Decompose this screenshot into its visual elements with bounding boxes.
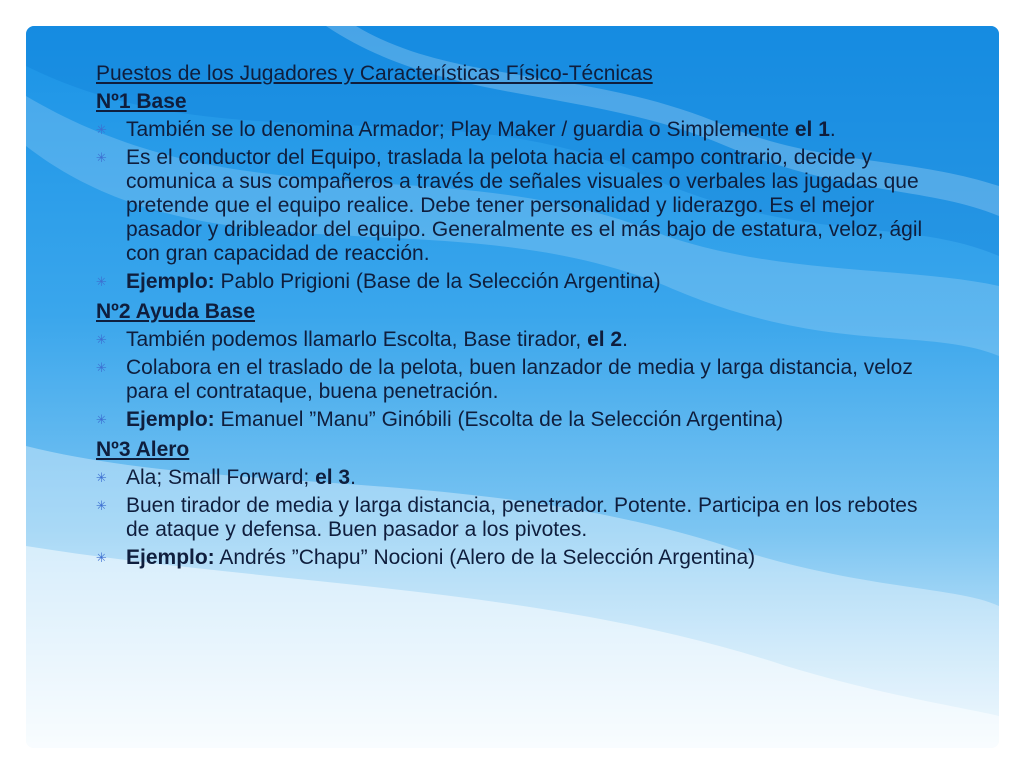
- list-item: [96, 356, 936, 404]
- bullet-list-ayuda-base: [96, 328, 936, 432]
- list-item-bold: el 1: [794, 118, 830, 141]
- list-item-text: Ala; Small Forward;: [126, 466, 316, 489]
- list-item-text: Emanuel ”Manu” Ginóbili (Escolta de la Selección Argentina): [214, 408, 784, 431]
- list-item: [96, 328, 936, 352]
- section-heading-alero: Nº3 Alero: [96, 438, 190, 461]
- example-label: Ejemplo:: [126, 408, 215, 431]
- asterisk-bullet-icon: ✳: [96, 361, 107, 376]
- asterisk-bullet-icon: ✳: [96, 151, 107, 166]
- slide-title: Puestos de los Jugadores y Características Físico-Técnicas: [96, 62, 653, 85]
- example-label: Ejemplo:: [126, 270, 215, 293]
- bullet-list-alero: [96, 466, 936, 570]
- list-item: [96, 546, 936, 570]
- section-heading-base: Nº1 Base: [96, 90, 187, 113]
- list-item-text: Es el conductor del Equipo, traslada la pelota hacia el campo contrario, decide y comunica a sus compañeros a través de señales visuales o verbales las jugadas que pretende que el equipo realice. Debe tener personalidad y liderazgo. Es el mejor pasador y dribleador del equipo. Generalmente es el más bajo de estatura, veloz, ágil con gran capacidad de reacción.: [126, 146, 923, 265]
- asterisk-bullet-icon: ✳: [96, 499, 107, 514]
- list-item-text: Colabora en el traslado de la pelota, buen lanzador de media y larga distancia, veloz para el contrataque, buena penetración.: [126, 356, 913, 403]
- asterisk-bullet-icon: ✳: [96, 123, 107, 138]
- list-item-tail: .: [622, 328, 628, 351]
- list-item-bold: el 2: [587, 328, 623, 351]
- list-item: [96, 466, 936, 490]
- list-item-tail: .: [829, 118, 836, 141]
- list-item: [96, 494, 936, 542]
- list-item-text: Pablo Prigioni (Base de la Selección Argentina): [214, 270, 661, 293]
- asterisk-bullet-icon: ✳: [96, 551, 107, 566]
- list-item-text: También se lo denomina Armador; Play Maker / guardia o Simplemente: [126, 118, 795, 141]
- list-item: [96, 408, 936, 432]
- list-item-text: Andrés ”Chapu” Nocioni (Alero de la Selección Argentina): [214, 546, 756, 569]
- list-item: [96, 146, 936, 266]
- slide-panel: [26, 26, 999, 748]
- list-item: [96, 270, 936, 294]
- list-item: [96, 118, 936, 142]
- bullet-list-base: [96, 118, 936, 294]
- asterisk-bullet-icon: ✳: [96, 471, 107, 486]
- asterisk-bullet-icon: ✳: [96, 413, 107, 428]
- list-item-text: También podemos llamarlo Escolta, Base tirador,: [126, 328, 588, 351]
- asterisk-bullet-icon: ✳: [96, 333, 107, 348]
- example-label: Ejemplo:: [126, 546, 215, 569]
- list-item-tail: .: [350, 466, 356, 489]
- asterisk-bullet-icon: ✳: [96, 275, 107, 290]
- section-heading-ayuda-base: Nº2 Ayuda Base: [96, 300, 256, 323]
- list-item-bold: el 3: [315, 466, 351, 489]
- slide-content: [96, 60, 936, 574]
- list-item-text: Buen tirador de media y larga distancia, penetrador. Potente. Participa en los rebotes de ataque y defensa. Buen pasador a los pivotes.: [126, 494, 918, 541]
